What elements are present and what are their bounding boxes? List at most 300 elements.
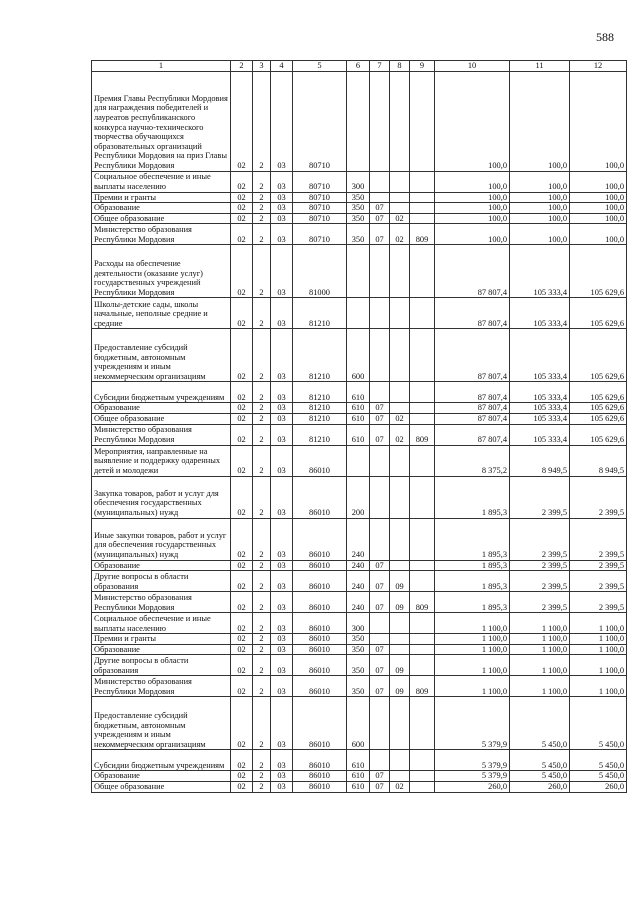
table-cell: 105 333,4: [510, 403, 570, 414]
table-cell: [390, 613, 410, 634]
table-cell: 2: [253, 71, 271, 171]
table-cell: 02: [390, 413, 410, 424]
table-cell: 100,0: [435, 71, 510, 171]
table-cell: 1 895,3: [435, 476, 510, 518]
table-cell: [410, 750, 435, 771]
table-cell: 1 100,0: [435, 634, 510, 645]
table-cell: 240: [347, 571, 370, 592]
table-cell: 02: [231, 476, 253, 518]
table-cell: 07: [370, 655, 390, 676]
table-row: [92, 403, 627, 414]
table-cell: 86010: [293, 771, 347, 782]
table-cell: 610: [347, 403, 370, 414]
table-cell: 2: [253, 245, 271, 298]
row-label: Премии и гранты: [92, 634, 231, 645]
table-row: [92, 518, 627, 560]
table-cell: 100,0: [510, 71, 570, 171]
row-label: Социальное обеспечение и иные выплаты населению: [92, 171, 231, 192]
table-row: [92, 413, 627, 424]
table-cell: 09: [390, 571, 410, 592]
row-label: Закупка товаров, работ и услуг для обеспечения государственных (муниципальных) нужд: [92, 476, 231, 518]
table-cell: 1 100,0: [510, 676, 570, 697]
table-cell: 02: [231, 403, 253, 414]
table-cell: 100,0: [435, 192, 510, 203]
table-cell: 200: [347, 476, 370, 518]
row-label: Премии и гранты: [92, 192, 231, 203]
table-cell: 1 895,3: [435, 571, 510, 592]
table-cell: 03: [271, 518, 293, 560]
table-cell: [410, 655, 435, 676]
table-cell: 100,0: [570, 171, 627, 192]
table-cell: 240: [347, 560, 370, 571]
table-cell: 86010: [293, 676, 347, 697]
table-cell: 260,0: [570, 781, 627, 792]
table-cell: 2: [253, 445, 271, 476]
table-cell: 80710: [293, 192, 347, 203]
table-cell: 5 450,0: [570, 771, 627, 782]
table-cell: 809: [410, 592, 435, 613]
table-cell: [390, 771, 410, 782]
table-row: [92, 224, 627, 245]
table-cell: 80710: [293, 203, 347, 214]
table-cell: 105 629,6: [570, 329, 627, 382]
column-header: 8: [390, 61, 410, 72]
table-cell: 5 379,9: [435, 697, 510, 750]
table-body: [92, 71, 627, 792]
table-cell: 02: [231, 245, 253, 298]
table-cell: 300: [347, 171, 370, 192]
table-cell: 81000: [293, 245, 347, 298]
table-cell: 809: [410, 676, 435, 697]
table-cell: 2 399,5: [510, 518, 570, 560]
table-cell: 105 629,6: [570, 403, 627, 414]
table-row: [92, 771, 627, 782]
row-label: Субсидии бюджетным учреждениям: [92, 382, 231, 403]
table-cell: 350: [347, 192, 370, 203]
table-cell: [370, 171, 390, 192]
table-cell: [410, 298, 435, 329]
table-cell: [370, 329, 390, 382]
table-cell: 86010: [293, 750, 347, 771]
table-cell: 2: [253, 192, 271, 203]
table-cell: [370, 382, 390, 403]
column-header: 9: [410, 61, 435, 72]
table-cell: [390, 329, 410, 382]
table-cell: 2: [253, 203, 271, 214]
table-cell: 350: [347, 203, 370, 214]
table-cell: 5 450,0: [510, 750, 570, 771]
table-cell: 03: [271, 203, 293, 214]
table-cell: 1 100,0: [570, 634, 627, 645]
table-cell: [390, 203, 410, 214]
table-cell: [370, 750, 390, 771]
table-cell: 03: [271, 560, 293, 571]
table-cell: 100,0: [435, 213, 510, 224]
table-cell: 610: [347, 750, 370, 771]
table-cell: 02: [231, 560, 253, 571]
table-cell: 07: [370, 403, 390, 414]
table-cell: [390, 634, 410, 645]
table-cell: 610: [347, 413, 370, 424]
table-cell: 1 100,0: [435, 655, 510, 676]
row-label: Министерство образования Республики Мордовия: [92, 424, 231, 445]
table-cell: 2: [253, 413, 271, 424]
table-cell: 100,0: [570, 192, 627, 203]
table-row: [92, 382, 627, 403]
table-cell: 02: [231, 71, 253, 171]
table-cell: 07: [370, 781, 390, 792]
table-cell: 2: [253, 329, 271, 382]
table-cell: [370, 697, 390, 750]
table-cell: 03: [271, 571, 293, 592]
table-cell: 2: [253, 571, 271, 592]
table-cell: 105 333,4: [510, 298, 570, 329]
table-cell: 2 399,5: [570, 560, 627, 571]
table-cell: 07: [370, 644, 390, 655]
table-cell: 02: [390, 213, 410, 224]
row-label: Мероприятия, направленные на выявление и поддержку одаренных детей и молодежи: [92, 445, 231, 476]
table-cell: 100,0: [510, 203, 570, 214]
table-cell: [410, 644, 435, 655]
table-cell: [370, 71, 390, 171]
table-cell: 07: [370, 560, 390, 571]
column-header: 12: [570, 61, 627, 72]
budget-table: [91, 60, 627, 793]
table-cell: 81210: [293, 424, 347, 445]
table-cell: [390, 560, 410, 571]
table-cell: 03: [271, 644, 293, 655]
table-cell: 86010: [293, 644, 347, 655]
table-cell: 2 399,5: [570, 571, 627, 592]
table-cell: 03: [271, 298, 293, 329]
table-cell: 09: [390, 592, 410, 613]
table-cell: 86010: [293, 560, 347, 571]
table-cell: 2: [253, 476, 271, 518]
table-row: [92, 445, 627, 476]
table-cell: 350: [347, 676, 370, 697]
table-cell: 300: [347, 613, 370, 634]
table-row: [92, 245, 627, 298]
table-cell: 2: [253, 781, 271, 792]
table-cell: 87 807,4: [435, 424, 510, 445]
table-cell: 86010: [293, 697, 347, 750]
table-cell: [390, 476, 410, 518]
table-cell: 02: [231, 445, 253, 476]
table-cell: 03: [271, 655, 293, 676]
table-cell: 610: [347, 781, 370, 792]
table-cell: 02: [231, 171, 253, 192]
table-cell: 03: [271, 424, 293, 445]
column-header: 4: [271, 61, 293, 72]
column-header: 6: [347, 61, 370, 72]
table-cell: 5 379,9: [435, 750, 510, 771]
table-cell: 03: [271, 224, 293, 245]
table-cell: 07: [370, 592, 390, 613]
table-cell: 2: [253, 171, 271, 192]
table-cell: [347, 245, 370, 298]
table-cell: 8 949,5: [510, 445, 570, 476]
table-cell: [410, 192, 435, 203]
table-cell: 03: [271, 613, 293, 634]
table-cell: [410, 697, 435, 750]
table-cell: [370, 245, 390, 298]
table-cell: 2 399,5: [570, 518, 627, 560]
table-row: [92, 192, 627, 203]
table-cell: [370, 634, 390, 645]
table-cell: 1 100,0: [435, 613, 510, 634]
table-cell: 100,0: [435, 171, 510, 192]
table-cell: 2: [253, 750, 271, 771]
table-row: [92, 644, 627, 655]
table-cell: 350: [347, 655, 370, 676]
table-cell: 02: [231, 781, 253, 792]
row-label: Министерство образования Республики Мордовия: [92, 224, 231, 245]
table-cell: 105 333,4: [510, 245, 570, 298]
table-cell: 1 100,0: [435, 644, 510, 655]
table-cell: 86010: [293, 592, 347, 613]
table-cell: [410, 71, 435, 171]
table-cell: 02: [231, 750, 253, 771]
table-cell: 100,0: [510, 192, 570, 203]
table-cell: [410, 518, 435, 560]
row-label: Образование: [92, 403, 231, 414]
table-cell: 2: [253, 676, 271, 697]
table-cell: 87 807,4: [435, 413, 510, 424]
table-row: [92, 476, 627, 518]
table-cell: [410, 634, 435, 645]
table-cell: 1 100,0: [510, 644, 570, 655]
table-cell: 09: [390, 676, 410, 697]
table-cell: [410, 171, 435, 192]
table-cell: [410, 213, 435, 224]
table-cell: 2: [253, 224, 271, 245]
table-cell: [410, 476, 435, 518]
table-cell: [370, 445, 390, 476]
table-cell: 02: [231, 571, 253, 592]
table-cell: [390, 382, 410, 403]
table-cell: 03: [271, 592, 293, 613]
table-cell: 07: [370, 203, 390, 214]
row-label: Другие вопросы в области образования: [92, 571, 231, 592]
table-cell: 100,0: [510, 224, 570, 245]
table-cell: [390, 71, 410, 171]
column-header: 5: [293, 61, 347, 72]
table-cell: [390, 697, 410, 750]
table-cell: 80710: [293, 213, 347, 224]
table-cell: 2: [253, 560, 271, 571]
table-row: [92, 697, 627, 750]
table-cell: 5 379,9: [435, 771, 510, 782]
table-cell: 260,0: [510, 781, 570, 792]
row-label: Образование: [92, 203, 231, 214]
table-cell: 105 629,6: [570, 245, 627, 298]
table-cell: 87 807,4: [435, 298, 510, 329]
table-cell: 87 807,4: [435, 245, 510, 298]
table-cell: 5 450,0: [510, 771, 570, 782]
table-row: [92, 655, 627, 676]
table-cell: 2 399,5: [510, 592, 570, 613]
table-cell: 81210: [293, 298, 347, 329]
page-number: 588: [596, 30, 614, 44]
table-cell: 03: [271, 329, 293, 382]
table-cell: 03: [271, 634, 293, 645]
table-cell: 240: [347, 518, 370, 560]
table-cell: [410, 560, 435, 571]
row-label: Предоставление субсидий бюджетным, автономным учреждениям и иным некоммерческим организациям: [92, 697, 231, 750]
table-cell: 1 895,3: [435, 592, 510, 613]
table-cell: 2 399,5: [510, 571, 570, 592]
table-row: [92, 213, 627, 224]
table-cell: 2: [253, 697, 271, 750]
table-cell: [410, 771, 435, 782]
table-cell: [390, 171, 410, 192]
table-cell: [370, 476, 390, 518]
table-cell: 1 100,0: [570, 644, 627, 655]
table-cell: 87 807,4: [435, 403, 510, 414]
table-cell: [347, 445, 370, 476]
table-cell: 2: [253, 592, 271, 613]
table-cell: [410, 203, 435, 214]
table-cell: 2: [253, 613, 271, 634]
row-label: Общее образование: [92, 413, 231, 424]
table-row: [92, 613, 627, 634]
table-cell: 600: [347, 697, 370, 750]
table-cell: 02: [231, 771, 253, 782]
table-cell: [370, 518, 390, 560]
table-cell: [410, 571, 435, 592]
row-label: Расходы на обеспечение деятельности (оказание услуг) государственных учреждений Республики Мордовия: [92, 245, 231, 298]
table-cell: 03: [271, 445, 293, 476]
table-cell: 1 100,0: [570, 676, 627, 697]
table-cell: [390, 518, 410, 560]
table-cell: 07: [370, 413, 390, 424]
table-cell: 02: [231, 644, 253, 655]
table-cell: 09: [390, 655, 410, 676]
table-row: [92, 592, 627, 613]
table-cell: 03: [271, 171, 293, 192]
table-cell: 100,0: [435, 224, 510, 245]
table-cell: 02: [231, 634, 253, 645]
table-cell: 86010: [293, 445, 347, 476]
table-cell: 105 333,4: [510, 424, 570, 445]
table-cell: 80710: [293, 224, 347, 245]
header-row: [92, 61, 627, 72]
table-cell: 2: [253, 298, 271, 329]
row-label: Общее образование: [92, 213, 231, 224]
row-label: Образование: [92, 771, 231, 782]
table-cell: 2 399,5: [570, 476, 627, 518]
table-cell: [390, 245, 410, 298]
column-header: 11: [510, 61, 570, 72]
table-cell: 07: [370, 571, 390, 592]
row-label: Образование: [92, 560, 231, 571]
table-cell: 105 629,6: [570, 298, 627, 329]
table-cell: 81210: [293, 403, 347, 414]
table-cell: 87 807,4: [435, 382, 510, 403]
table-cell: 105 629,6: [570, 382, 627, 403]
row-label: Субсидии бюджетным учреждениям: [92, 750, 231, 771]
table-cell: 5 450,0: [570, 750, 627, 771]
table-cell: 610: [347, 771, 370, 782]
table-cell: 02: [231, 192, 253, 203]
table-cell: 03: [271, 403, 293, 414]
row-label: Министерство образования Республики Мордовия: [92, 592, 231, 613]
table-cell: 350: [347, 213, 370, 224]
table-cell: [390, 750, 410, 771]
table-row: [92, 329, 627, 382]
table-cell: 86010: [293, 655, 347, 676]
table-cell: 2: [253, 644, 271, 655]
table-cell: 1 100,0: [435, 676, 510, 697]
table-cell: 81210: [293, 329, 347, 382]
table-cell: 03: [271, 750, 293, 771]
column-header: 7: [370, 61, 390, 72]
table-cell: 02: [231, 329, 253, 382]
table-cell: 07: [370, 424, 390, 445]
table-cell: 03: [271, 781, 293, 792]
table-cell: [370, 298, 390, 329]
table-cell: [390, 644, 410, 655]
table-cell: 02: [231, 298, 253, 329]
table-cell: 5 450,0: [570, 697, 627, 750]
table-cell: [347, 298, 370, 329]
table-cell: 03: [271, 697, 293, 750]
table-cell: [410, 445, 435, 476]
table-row: [92, 634, 627, 645]
table-cell: [410, 245, 435, 298]
table-row: [92, 298, 627, 329]
row-label: Министерство образования Республики Мордовия: [92, 676, 231, 697]
table-cell: 80710: [293, 71, 347, 171]
table-cell: [390, 445, 410, 476]
table-cell: 1 100,0: [570, 655, 627, 676]
table-cell: 100,0: [510, 171, 570, 192]
table-cell: 86010: [293, 571, 347, 592]
table-cell: 03: [271, 245, 293, 298]
table-cell: 2: [253, 213, 271, 224]
table-cell: 1 100,0: [510, 634, 570, 645]
table-cell: 86010: [293, 476, 347, 518]
table-cell: 100,0: [570, 203, 627, 214]
table-cell: 03: [271, 192, 293, 203]
table-cell: 86010: [293, 518, 347, 560]
table-cell: 350: [347, 644, 370, 655]
table-cell: 100,0: [570, 71, 627, 171]
table-cell: 07: [370, 676, 390, 697]
row-label: Общее образование: [92, 781, 231, 792]
table-cell: 105 333,4: [510, 329, 570, 382]
table-cell: 03: [271, 71, 293, 171]
table-cell: 260,0: [435, 781, 510, 792]
table-cell: 86010: [293, 781, 347, 792]
table-cell: 02: [231, 413, 253, 424]
table-cell: 02: [390, 781, 410, 792]
column-header: 3: [253, 61, 271, 72]
table-cell: 1 895,3: [435, 560, 510, 571]
table-cell: 8 375,2: [435, 445, 510, 476]
table-cell: 100,0: [570, 224, 627, 245]
column-header: 2: [231, 61, 253, 72]
table-cell: 105 333,4: [510, 382, 570, 403]
table-cell: [370, 192, 390, 203]
table-cell: 03: [271, 382, 293, 403]
table-cell: 8 949,5: [570, 445, 627, 476]
table-cell: 2: [253, 382, 271, 403]
table-cell: 02: [231, 518, 253, 560]
table-cell: [347, 71, 370, 171]
table-cell: 350: [347, 224, 370, 245]
table-row: [92, 676, 627, 697]
